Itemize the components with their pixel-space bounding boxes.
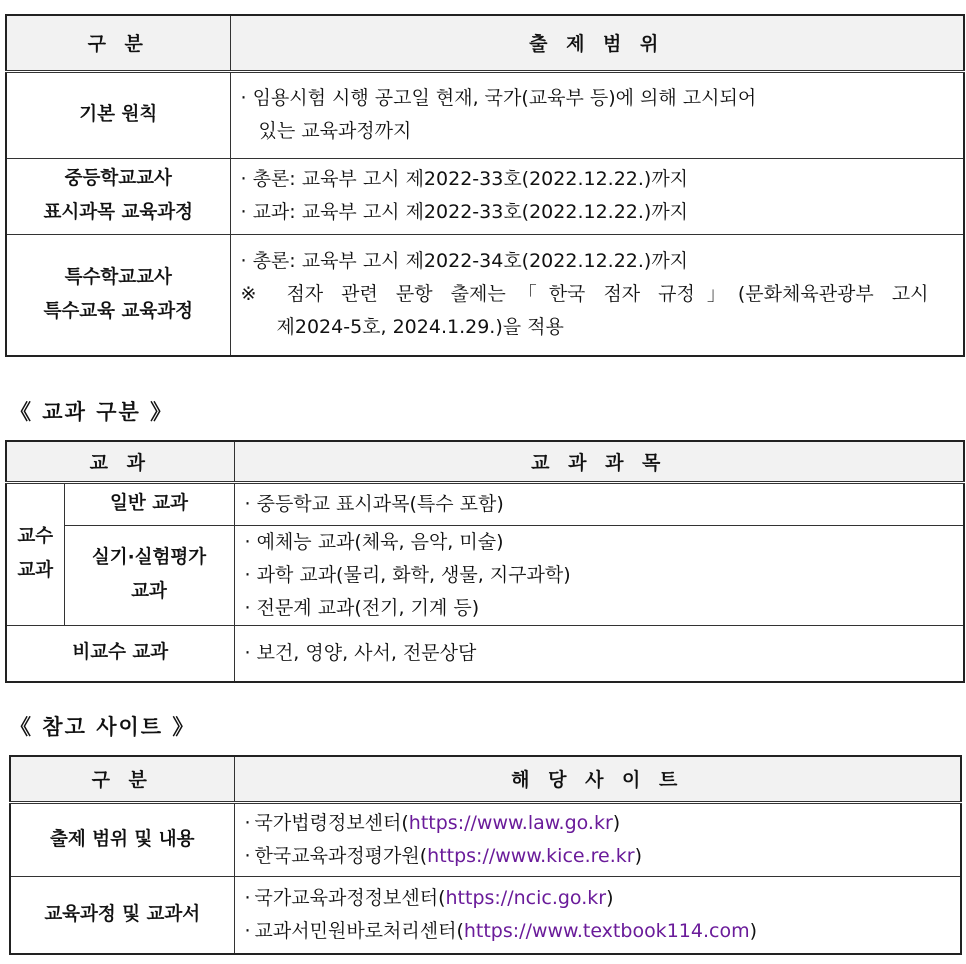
scope-row-label	[6, 234, 230, 356]
label-line: 기본 원칙	[79, 104, 158, 125]
site-name: 국가교육과정정보센터(	[254, 886, 446, 909]
label-line: 교과	[131, 581, 167, 602]
label-line: 출제 범위 및 내용	[50, 828, 195, 850]
label-line: 표시과목 교육과정	[43, 202, 193, 223]
scope-row-label	[6, 71, 230, 158]
scope-row-content	[230, 158, 964, 234]
content-line: · 교과: 교육부 고시 제2022-33호(2022.12.22.)까지	[240, 201, 689, 223]
site-name: 한국교육과정평가원(	[254, 844, 428, 867]
bullet: ·	[244, 919, 251, 942]
site-item	[245, 915, 961, 948]
subject-classification-table	[5, 440, 965, 683]
label-line: 교육과정 및 교과서	[44, 903, 201, 925]
content-line: · 총론: 교육부 고시 제2022-33호(2022.12.22.)까지	[240, 168, 689, 190]
content-line: · 총론: 교육부 고시 제2022-34호(2022.12.22.)까지	[240, 250, 689, 273]
label-line: 특수교육 교육과정	[43, 300, 193, 322]
label-line: 교수	[17, 526, 54, 547]
scope-row-content	[230, 71, 964, 158]
subject-row-label	[64, 525, 234, 625]
subject-row-label	[64, 482, 234, 525]
subject-header-courses: 교 과 과 목	[234, 441, 964, 482]
subject-row-content	[234, 625, 964, 682]
exam-scope-table	[5, 14, 965, 357]
site-link[interactable]: https://www.law.go.kr	[408, 811, 613, 834]
content-line: 있는 교육과정까지	[258, 120, 412, 142]
bullet: ·	[244, 886, 251, 909]
note-line	[241, 278, 964, 311]
sites-row-label	[10, 876, 234, 954]
sites-row-content	[234, 802, 961, 876]
site-item	[245, 840, 961, 873]
content-line: · 예체능 교과(체육, 음악, 미술)	[244, 530, 504, 553]
site-close: )	[749, 919, 757, 942]
subject-header-category: 교 과	[6, 441, 234, 482]
scope-row-label	[6, 158, 230, 234]
sites-header-sites: 해 당 사 이 트	[234, 756, 961, 802]
site-name: 국가법령정보센터(	[254, 811, 409, 834]
site-link[interactable]: https://www.textbook114.com	[463, 919, 750, 942]
section-title-subject-classification: 《 교과 구분 》	[10, 400, 174, 424]
label-line: 실기·실험평가	[91, 547, 207, 568]
subject-row-content	[234, 525, 964, 625]
label-line: 중등학교교사	[64, 168, 172, 189]
label-line: 비교수 교과	[72, 642, 169, 664]
label-line: 교과	[17, 560, 54, 581]
section-title-reference-sites: 《 참고 사이트 》	[10, 715, 196, 739]
content-line: · 임용시험 시행 공고일 현재, 국가(교육부 등)에 의해 고시되어	[240, 87, 757, 109]
content-line: · 전문계 교과(전기, 기계 등)	[244, 596, 480, 619]
site-close: )	[612, 811, 621, 834]
subject-row-label	[6, 625, 234, 682]
bullet: ·	[244, 844, 251, 867]
site-item	[245, 882, 961, 915]
content-line: · 과학 교과(물리, 화학, 생물, 지구과학)	[244, 563, 571, 586]
sites-header-category: 구 분	[10, 756, 234, 802]
site-link[interactable]: https://ncic.go.kr	[445, 886, 607, 909]
site-close: )	[606, 886, 614, 909]
site-link[interactable]: https://www.kice.re.kr	[427, 844, 635, 867]
scope-header-category: 구 분	[6, 15, 230, 71]
teaching-subject-group-label	[6, 482, 64, 625]
sites-row-content	[234, 876, 961, 954]
content-line: · 중등학교 표시과목(특수 포함)	[244, 492, 504, 515]
content-line: 제2024-5호, 2024.1.29.)을 적용	[276, 316, 564, 339]
sites-row-label	[10, 802, 234, 876]
scope-row-content	[230, 234, 964, 356]
label-line: 일반 교과	[110, 493, 188, 514]
scope-header-range: 출 제 범 위	[230, 15, 964, 71]
content-line: · 보건, 영양, 사서, 전문상담	[244, 641, 477, 664]
bullet: ·	[244, 811, 251, 834]
site-close: )	[634, 844, 642, 867]
note-text: ※ 점자 관련 문항 출제는「한국 점자 규정」(문화체육관광부 고시	[240, 283, 929, 306]
site-item	[245, 807, 961, 840]
subject-row-content	[234, 482, 964, 525]
label-line: 특수학교교사	[64, 266, 172, 288]
site-name: 교과서민원바로처리센터(	[254, 919, 464, 942]
reference-sites-table	[9, 755, 962, 955]
